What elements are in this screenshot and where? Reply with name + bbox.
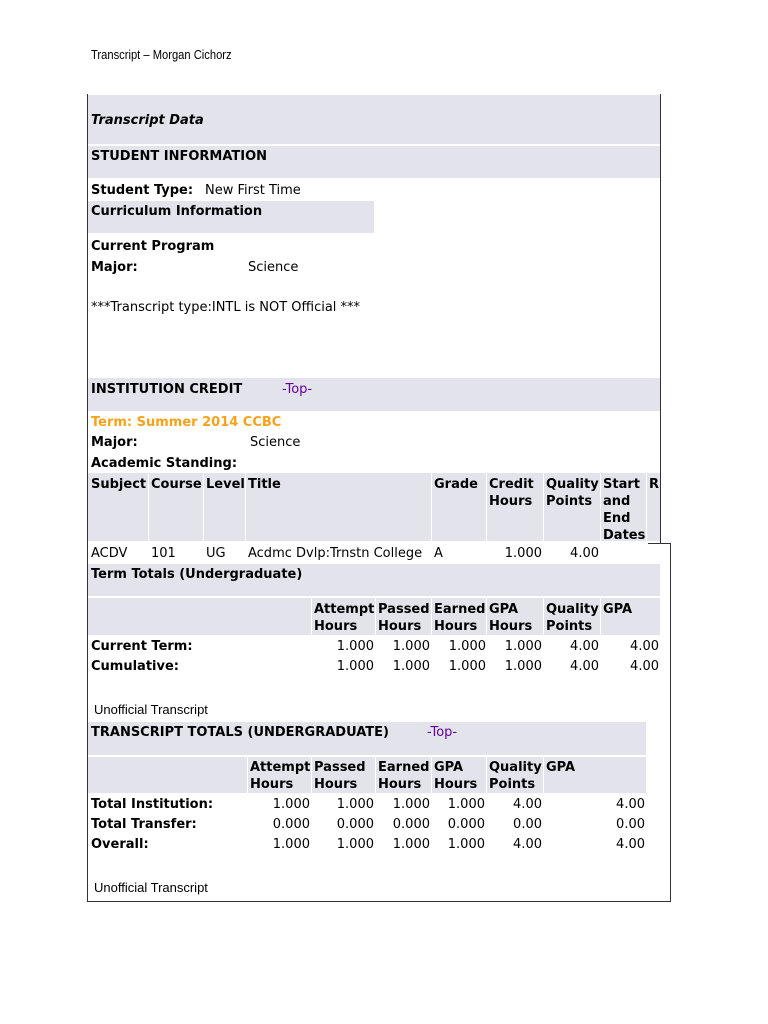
course-col-sep <box>431 473 432 541</box>
course-header-grade: Grade <box>434 477 478 492</box>
totals-col-sep <box>431 757 432 793</box>
course-level: UG <box>206 546 226 561</box>
major-label: Major: <box>91 260 138 275</box>
course-col-sep <box>245 473 246 541</box>
term-major-label: Major: <box>91 435 138 450</box>
curriculum-heading: Curriculum Information <box>91 204 263 219</box>
course-header-credit-hours: Credit Hours <box>489 477 534 509</box>
totals-row-attempt: 1.000 <box>272 797 310 812</box>
course-col-sep <box>486 473 487 541</box>
term-col-sep <box>543 598 544 635</box>
totals-header-attempt: Attempt Hours <box>250 760 311 792</box>
totals-row-quality-points: 0.00 <box>513 817 542 832</box>
course-col-sep <box>203 473 204 541</box>
term-col-sep <box>600 598 601 635</box>
term-header-gpa: GPA <box>603 602 633 617</box>
term-major-value: Science <box>250 435 301 450</box>
institution-credit-heading: INSTITUTION CREDIT <box>91 382 243 397</box>
term-unofficial-footer: Unofficial Transcript <box>94 702 208 717</box>
course-header-subject: Subject <box>91 477 147 492</box>
term-header-earned: Earned Hours <box>434 602 486 634</box>
course-grade: A <box>434 546 443 561</box>
totals-row-passed: 1.000 <box>336 837 374 852</box>
totals-header-passed: Passed Hours <box>314 760 366 792</box>
totals-row-gpa: 4.00 <box>616 797 645 812</box>
frame-right-border-top <box>660 94 661 543</box>
term-header-attempt: Attempt Hours <box>314 602 375 634</box>
transcript-totals-heading: TRANSCRIPT TOTALS (UNDERGRADUATE) <box>91 725 389 740</box>
course-credit-hours: 1.000 <box>504 546 542 561</box>
totals-col-sep <box>311 757 312 793</box>
totals-row-label: Total Transfer: <box>91 817 197 832</box>
term-row-passed: 1.000 <box>392 639 430 654</box>
term-row-quality-points: 4.00 <box>570 639 599 654</box>
totals-header-quality-points: Quality Points <box>489 760 542 792</box>
totals-header-earned: Earned Hours <box>378 760 430 792</box>
student-type-value: New First Time <box>205 183 301 198</box>
term-col-sep <box>375 598 376 635</box>
course-header-course: Course <box>151 477 202 492</box>
course-number: 101 <box>151 546 176 561</box>
totals-row-earned: 0.000 <box>392 817 430 832</box>
course-col-sep <box>646 473 647 541</box>
course-title: Acdmc Dvlp:Trnstn College <box>248 546 423 561</box>
term-header-passed: Passed Hours <box>378 602 430 634</box>
term-header-quality-points: Quality Points <box>546 602 599 634</box>
course-quality-points: 4.00 <box>570 546 599 561</box>
term-row-gpa: 4.00 <box>630 639 659 654</box>
totals-row-gpa-hours: 0.000 <box>447 817 485 832</box>
totals-header-gpa-hours: GPA Hours <box>434 760 478 792</box>
course-header-level: Level <box>206 477 245 492</box>
transcript-data-title: Transcript Data <box>91 113 204 128</box>
term-row-gpa-hours: 1.000 <box>504 659 542 674</box>
totals-row-quality-points: 4.00 <box>513 797 542 812</box>
totals-row-earned: 1.000 <box>392 837 430 852</box>
totals-row-gpa-hours: 1.000 <box>447 797 485 812</box>
course-header-title: Title <box>248 477 281 492</box>
totals-row-gpa-hours: 1.000 <box>447 837 485 852</box>
term-row-earned: 1.000 <box>448 639 486 654</box>
term-row-earned: 1.000 <box>448 659 486 674</box>
course-header-r: R <box>649 477 660 492</box>
top-link[interactable]: -Top- <box>282 382 313 397</box>
course-col-sep <box>148 473 149 541</box>
frame-right-border-bottom <box>670 543 671 902</box>
academic-standing-label: Academic Standing: <box>91 456 238 471</box>
frame-step-line <box>648 543 671 544</box>
term-row-label: Cumulative: <box>91 659 179 674</box>
term-row-attempt: 1.000 <box>336 639 374 654</box>
course-header-quality-points: Quality Points <box>546 477 599 509</box>
transcript-type-note: ***Transcript type:INTL is NOT Official *** <box>91 300 361 315</box>
totals-col-sep <box>247 757 248 793</box>
course-col-sep <box>543 473 544 541</box>
totals-row-earned: 1.000 <box>392 797 430 812</box>
totals-row-gpa: 4.00 <box>616 837 645 852</box>
term-row-label: Current Term: <box>91 639 193 654</box>
totals-row-attempt: 0.000 <box>272 817 310 832</box>
student-type-label: Student Type: <box>91 183 194 198</box>
term-row-passed: 1.000 <box>392 659 430 674</box>
top-link[interactable]: -Top- <box>427 725 458 740</box>
major-value: Science <box>248 260 299 275</box>
totals-col-sep <box>543 757 544 793</box>
document-header: Transcript – Morgan Cichorz <box>91 47 232 62</box>
totals-col-sep <box>486 757 487 793</box>
totals-row-attempt: 1.000 <box>272 837 310 852</box>
totals-row-passed: 0.000 <box>336 817 374 832</box>
term-row-gpa-hours: 1.000 <box>504 639 542 654</box>
student-info-heading: STUDENT INFORMATION <box>91 149 268 164</box>
course-header-start-end-dates: Start and End Dates <box>603 477 646 543</box>
totals-row-quality-points: 4.00 <box>513 837 542 852</box>
term-heading: Term: Summer 2014 CCBC <box>91 415 282 430</box>
totals-row-label: Overall: <box>91 837 149 852</box>
term-col-sep <box>431 598 432 635</box>
frame-bottom-border <box>87 901 671 902</box>
term-header-gpa-hours: GPA Hours <box>489 602 533 634</box>
term-totals-heading: Term Totals (Undergraduate) <box>91 567 303 582</box>
course-col-sep <box>600 473 601 541</box>
totals-row-gpa: 0.00 <box>616 817 645 832</box>
totals-row-label: Total Institution: <box>91 797 214 812</box>
term-row-attempt: 1.000 <box>336 659 374 674</box>
current-program-label: Current Program <box>91 239 215 254</box>
totals-col-sep <box>375 757 376 793</box>
term-row-quality-points: 4.00 <box>570 659 599 674</box>
totals-unofficial-footer: Unofficial Transcript <box>94 880 208 895</box>
term-col-sep <box>486 598 487 635</box>
totals-header-gpa: GPA <box>546 760 576 775</box>
course-subject: ACDV <box>91 546 128 561</box>
term-col-sep <box>311 598 312 635</box>
term-row-gpa: 4.00 <box>630 659 659 674</box>
totals-row-passed: 1.000 <box>336 797 374 812</box>
